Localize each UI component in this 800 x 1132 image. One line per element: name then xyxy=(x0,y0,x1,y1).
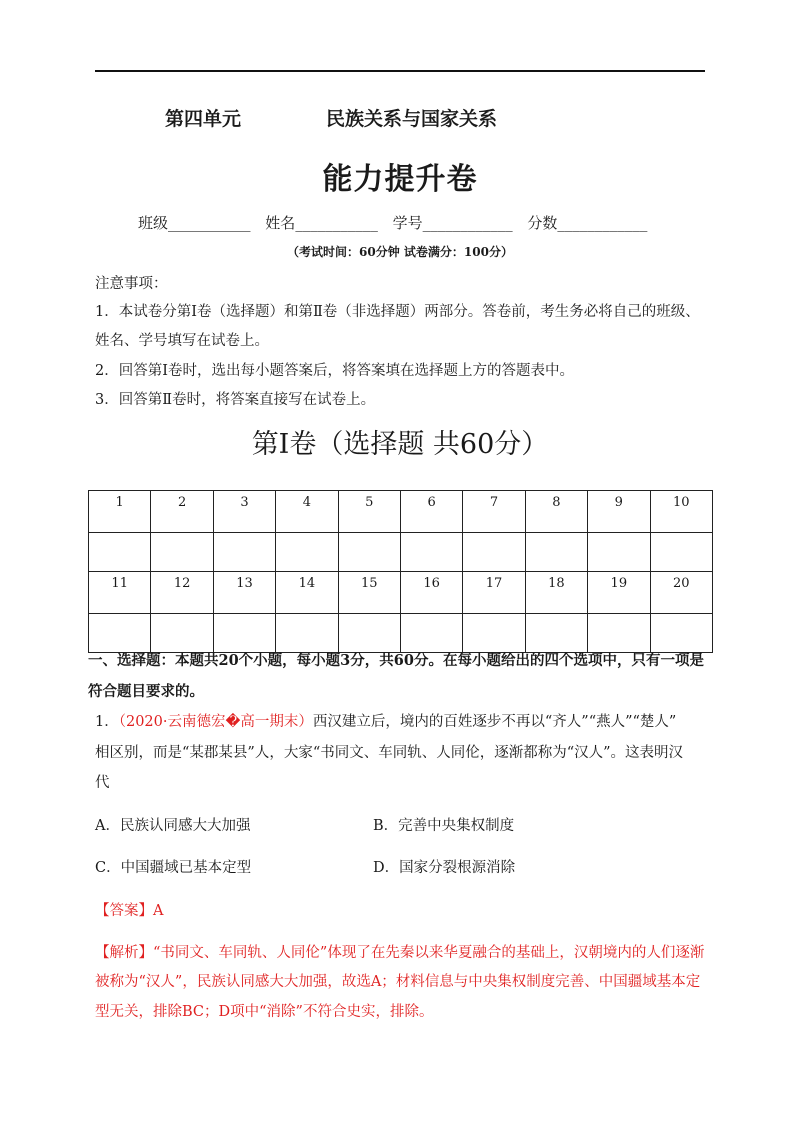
part1-instructions-line1: 一、选择题：本题共20个小题，每小题3分，共60分。在每小题给出的四个选项中，只有一项是 xyxy=(88,652,704,669)
answer-number-cell: 17 xyxy=(463,572,525,614)
top-rule xyxy=(95,70,705,72)
notes-heading: 注意事项： xyxy=(95,276,168,292)
answer-cell[interactable] xyxy=(89,614,151,653)
answer-number-cell: 5 xyxy=(338,491,400,533)
question-source: （2020·云南德宏�高一期末） xyxy=(118,714,313,730)
analysis-line1: 【解析】“书同文、车同轨、人同伦”体现了在先秦以来华夏融合的基础上，汉朝境内的人们逐渐 xyxy=(95,945,705,961)
part1-instructions-line2: 符合题目要求的。 xyxy=(88,683,204,700)
student-info-line xyxy=(138,212,657,233)
unit-title: 民族关系与国家关系 xyxy=(326,108,498,130)
note-item-1-line2: 姓名、学号填写在试卷上。 xyxy=(95,333,269,349)
answer-number-cell: 13 xyxy=(213,572,275,614)
option-c[interactable]: C．中国疆域已基本定型 xyxy=(95,860,252,876)
answer-number-cell: 7 xyxy=(463,491,525,533)
answer-cell[interactable] xyxy=(213,533,275,572)
answer-cell[interactable] xyxy=(588,614,650,653)
note-item-3: 3．回答第Ⅱ卷时，将答案直接写在试卷上。 xyxy=(95,392,376,408)
answer-cell[interactable] xyxy=(89,533,151,572)
answer-cell[interactable] xyxy=(525,533,587,572)
answer-number-cell: 9 xyxy=(588,491,650,533)
answer-number-cell: 10 xyxy=(650,491,712,533)
note-item-2: 2．回答第Ⅰ卷时，选出每小题答案后，将答案填在选择题上方的答题表中。 xyxy=(95,363,574,379)
answer-cell[interactable] xyxy=(213,614,275,653)
answer-cell[interactable] xyxy=(276,533,338,572)
answer-number-cell: 15 xyxy=(338,572,400,614)
answer-number-cell: 3 xyxy=(213,491,275,533)
answer-table xyxy=(88,490,713,653)
answer-number-cell: 11 xyxy=(89,572,151,614)
answer-cell[interactable] xyxy=(151,614,213,653)
question-1-stem-line2: 相区别，而是“某郡某县”人，大家“书同文、车同轨、人同伦，逐渐都称为“汉人”。这表明汉 xyxy=(95,745,684,761)
exam-time-note: （考试时间：60分钟 试卷满分：100分） xyxy=(287,245,513,259)
answer-number-cell: 14 xyxy=(276,572,338,614)
answer-blank-row-1 xyxy=(89,533,713,572)
answer-number-cell: 12 xyxy=(151,572,213,614)
name-field[interactable]: 姓名___________ xyxy=(265,214,378,232)
question-stem-text: 西汉建立后，境内的百姓逐步不再以“齐人”“燕人”“楚人” xyxy=(312,714,677,730)
answer-cell[interactable] xyxy=(525,614,587,653)
answer-cell[interactable] xyxy=(463,614,525,653)
note-item-1-line1: 1．本试卷分第Ⅰ卷（选择题）和第Ⅱ卷（非选择题）两部分。答卷前，考生务必将自己的班级、 xyxy=(95,304,700,320)
answer-cell[interactable] xyxy=(151,533,213,572)
answer-number-cell: 1 xyxy=(89,491,151,533)
answer-number-row-2 xyxy=(89,572,713,614)
answer-cell[interactable] xyxy=(400,614,462,653)
answer-number-cell: 18 xyxy=(525,572,587,614)
question-1-stem-line1 xyxy=(95,710,676,731)
question-1-stem-line3: 代 xyxy=(95,775,110,791)
answer-cell[interactable] xyxy=(650,533,712,572)
answer-cell[interactable] xyxy=(276,614,338,653)
answer-number-cell: 2 xyxy=(151,491,213,533)
answer-cell[interactable] xyxy=(650,614,712,653)
student-id-field[interactable]: 学号____________ xyxy=(392,214,513,232)
score-field[interactable]: 分数____________ xyxy=(527,214,648,232)
answer-number-cell: 4 xyxy=(276,491,338,533)
answer-cell[interactable] xyxy=(463,533,525,572)
answer-number-cell: 20 xyxy=(650,572,712,614)
question-number: 1． xyxy=(95,714,119,730)
class-field[interactable]: 班级___________ xyxy=(138,214,251,232)
answer-cell[interactable] xyxy=(338,614,400,653)
answer-cell[interactable] xyxy=(400,533,462,572)
answer-number-cell: 6 xyxy=(400,491,462,533)
answer-blank-row-2 xyxy=(89,614,713,653)
answer-number-cell: 8 xyxy=(525,491,587,533)
answer-number-row-1 xyxy=(89,491,713,533)
document-title: 能力提升卷 xyxy=(322,162,478,197)
section-title: 第Ⅰ卷（选择题 共60分） xyxy=(251,429,549,460)
option-a[interactable]: A．民族认同感大大加强 xyxy=(95,818,251,834)
answer-label: 【答案】A xyxy=(95,903,164,919)
analysis-line2: 被称为“汉人”，民族认同感大大加强，故选A；材料信息与中央集权制度完善、中国疆域基本定 xyxy=(95,974,701,990)
unit-number: 第四单元 xyxy=(165,108,242,130)
answer-number-cell: 19 xyxy=(588,572,650,614)
option-b[interactable]: B．完善中央集权制度 xyxy=(373,818,515,834)
analysis-line3: 型无关，排除BC；D项中“消除”不符合史实，排除。 xyxy=(95,1004,434,1020)
answer-cell[interactable] xyxy=(338,533,400,572)
answer-number-cell: 16 xyxy=(400,572,462,614)
answer-cell[interactable] xyxy=(588,533,650,572)
option-d[interactable]: D．国家分裂根源消除 xyxy=(373,860,516,876)
